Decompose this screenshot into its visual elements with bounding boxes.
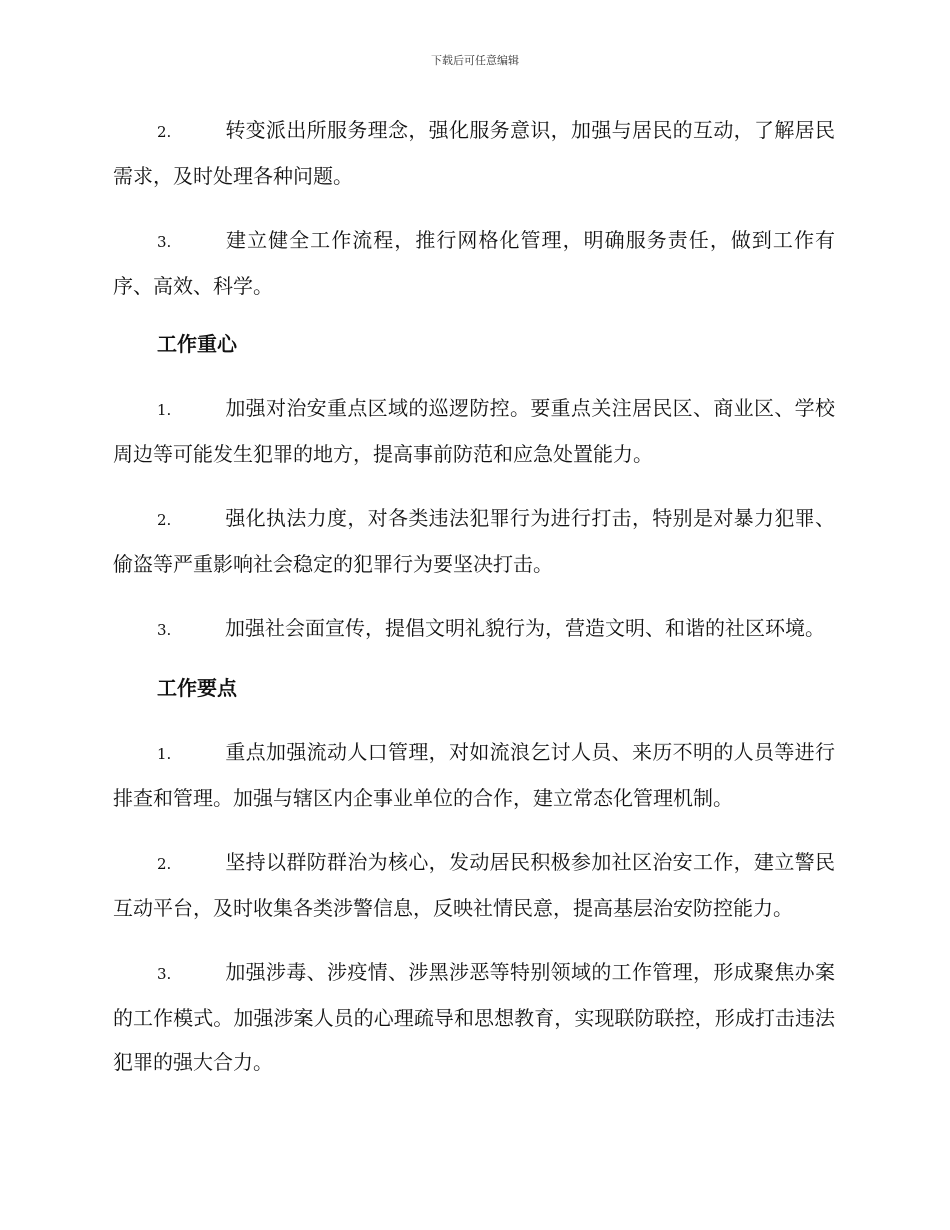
list-item (113, 840, 835, 930)
list-item-text: 转变派出所服务理念，强化服务意识，加强与居民的互动，了解居民需求，及时处理各种问题。 (113, 118, 835, 188)
list-item (113, 386, 835, 476)
list-item-text: 加强社会面宣传，提倡文明礼貌行为，营造文明、和谐的社区环境。 (225, 616, 825, 640)
list-item (113, 606, 835, 652)
document-body (113, 108, 835, 1098)
list-item-number: 3. (157, 621, 172, 639)
list-item-text: 强化执法力度，对各类违法犯罪行为进行打击，特别是对暴力犯罪、偷盗等严重影响社会稳定的犯罪行为要坚决打击。 (113, 506, 835, 576)
list-item (113, 218, 835, 308)
list-item-number: 2. (157, 511, 172, 529)
list-item (113, 730, 835, 820)
section-heading-work-points: 工作要点 (157, 676, 237, 700)
list-item-text: 重点加强流动人口管理，对如流浪乞讨人员、来历不明的人员等进行排查和管理。加强与辖区内企事业单位的合作，建立常态化管理机制。 (113, 740, 835, 810)
list-item-number: 2. (157, 123, 172, 141)
list-item-number: 2. (157, 855, 172, 873)
page-header: 下载后可任意编辑 (431, 54, 519, 67)
list-item-text: 加强涉毒、涉疫情、涉黑涉恶等特别领域的工作管理，形成聚焦办案的工作模式。加强涉案人员的心理疏导和思想教育，实现联防联控，形成打击违法犯罪的强大合力。 (113, 960, 835, 1074)
list-item-number: 1. (157, 745, 172, 763)
list-item-number: 3. (157, 965, 172, 983)
list-item-text: 坚持以群防群治为核心，发动居民积极参加社区治安工作，建立警民互动平台，及时收集各类涉警信息，反映社情民意，提高基层治安防控能力。 (113, 850, 835, 920)
section-heading-work-focus: 工作重心 (157, 332, 237, 356)
list-item (113, 950, 835, 1084)
list-item (113, 108, 835, 198)
list-item-text: 加强对治安重点区域的巡逻防控。要重点关注居民区、商业区、学校周边等可能发生犯罪的地方，提高事前防范和应急处置能力。 (113, 396, 835, 466)
list-item (113, 496, 835, 586)
list-item-number: 1. (157, 401, 172, 419)
list-item-number: 3. (157, 233, 172, 251)
list-item-text: 建立健全工作流程，推行网格化管理，明确服务责任，做到工作有序、高效、科学。 (113, 228, 835, 298)
